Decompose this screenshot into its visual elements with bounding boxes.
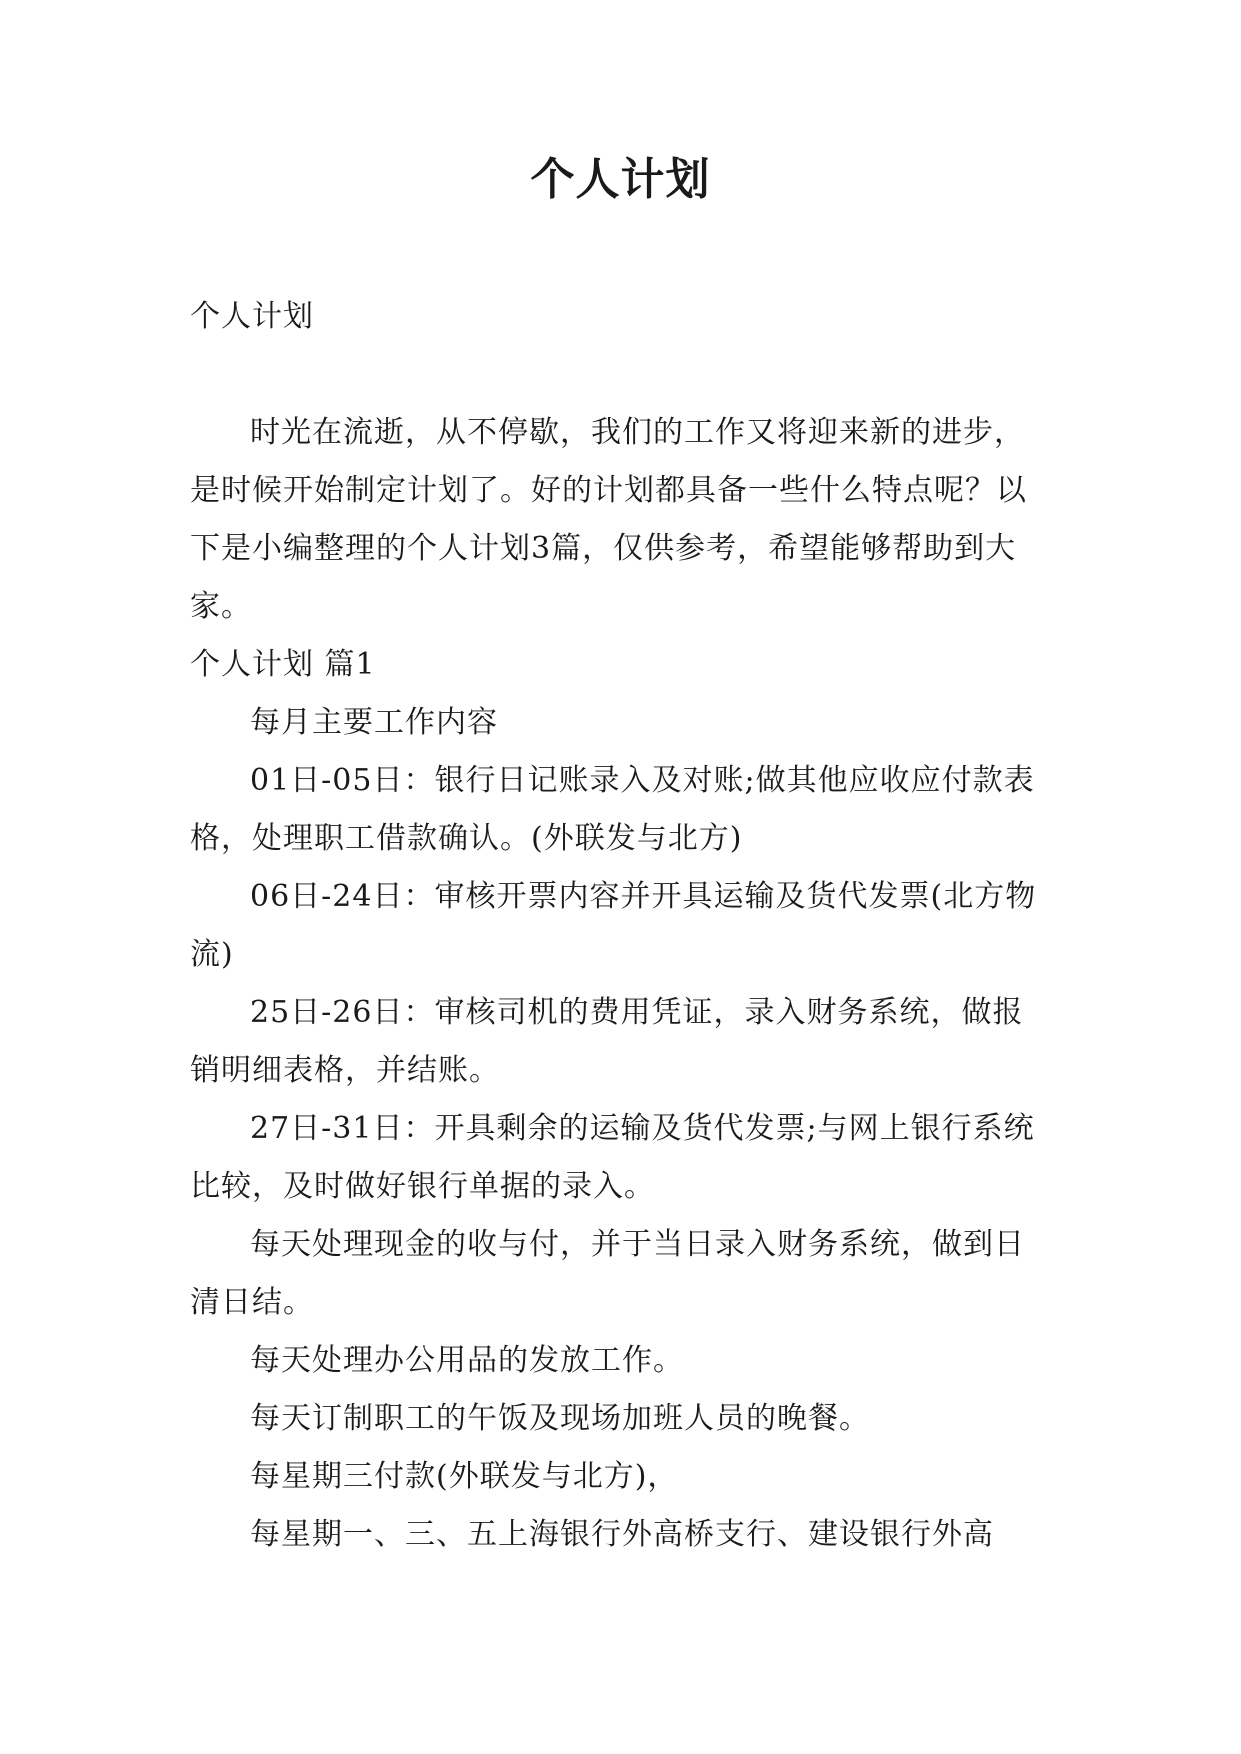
paragraph: 每星期三付款(外联发与北方)， [250,1459,679,1494]
paragraph: 每天处理现金的收与付，并于当日录入财务系统，做到日清日结。 [190,1227,1025,1320]
paragraph: 每星期一、三、五上海银行外高桥支行、建设银行外高 [250,1517,994,1552]
paragraph: 27日-31日：开具剩余的运输及货代发票;与网上银行系统比较，及时做好银行单据的录入。 [190,1111,1035,1204]
paragraph: 06日-24日：审核开票内容并开具运输及货代发票(北方物流) [190,879,1037,972]
document-title: 个人计划 [530,154,711,205]
document-subtitle: 个人计划 [190,299,314,334]
section-heading: 个人计划 篇1 [190,647,376,682]
intro-paragraph: 时光在流逝，从不停歇，我们的工作又将迎来新的进步，是时候开始制定计划了。好的计划都具备一些什么特点呢？以下是小编整理的个人计划3篇，仅供参考，希望能够帮助到大家。 [190,415,1027,624]
paragraph: 每天处理办公用品的发放工作。 [250,1343,684,1378]
paragraph: 01日-05日：银行日记账录入及对账;做其他应收应付款表格，处理职工借款确认。(外联发与北方) [190,763,1035,856]
paragraph: 每天订制职工的午饭及现场加班人员的晚餐。 [250,1401,870,1436]
document-body [190,288,1050,1564]
paragraph: 每月主要工作内容 [250,705,498,740]
paragraph: 25日-26日：审核司机的费用凭证，录入财务系统，做报销明细表格，并结账。 [190,995,1024,1088]
